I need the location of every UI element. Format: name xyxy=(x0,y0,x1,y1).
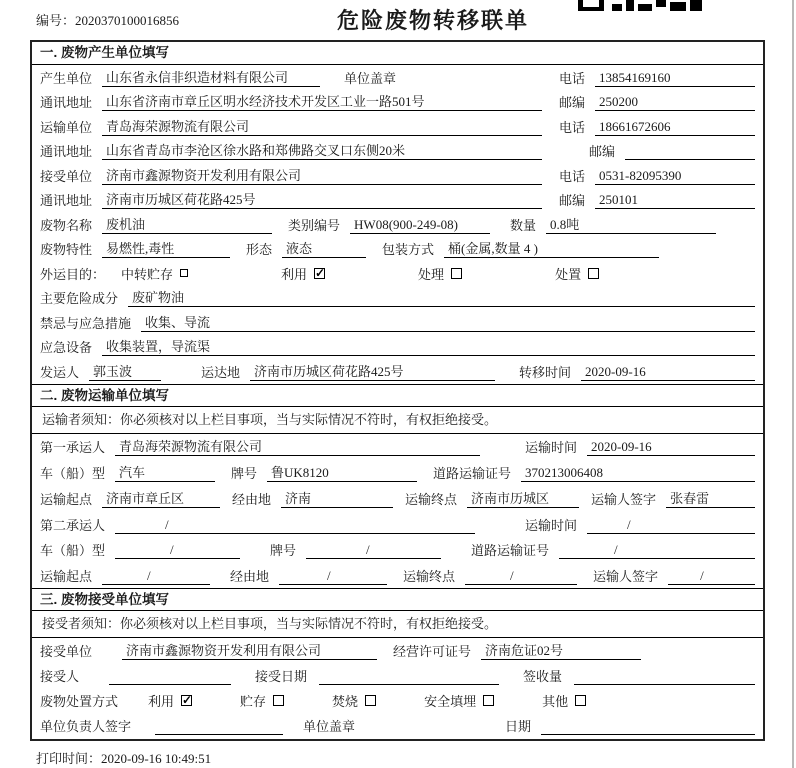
addr1-label: 通讯地址 xyxy=(40,95,93,110)
row-hazard xyxy=(32,286,763,311)
end2-label: 运输终点 xyxy=(403,569,456,585)
time1-value: 2020-09-16 xyxy=(587,438,755,456)
zip3-value: 250101 xyxy=(595,191,755,209)
packing-label: 包装方式 xyxy=(382,242,435,257)
receipt-amount-label: 签收量 xyxy=(523,669,563,685)
page-title: 危险废物转移联单 xyxy=(337,8,530,33)
section2-body xyxy=(32,407,763,589)
phone1-value: 13854169160 xyxy=(595,69,755,87)
section1-body xyxy=(32,65,763,384)
checkbox-option-label: 安全填埋 xyxy=(424,694,477,710)
phone1-label: 电话 xyxy=(558,70,585,86)
form-label: 形态 xyxy=(246,242,273,257)
checkbox-empty-icon xyxy=(451,268,462,279)
emergency-label: 禁忌与应急措施 xyxy=(40,315,132,331)
serial-number: 2020370100016856 xyxy=(75,13,180,28)
addr3-label: 通讯地址 xyxy=(40,193,93,208)
checkbox-option xyxy=(121,264,188,283)
permit-value: 济南危证02号 xyxy=(481,642,641,660)
checkbox-option-label: 处置 xyxy=(555,266,582,282)
end1-value: 济南市历城区 xyxy=(467,490,579,508)
row-carrier2 xyxy=(32,511,763,537)
origin1-value: 济南市章丘区 xyxy=(102,490,220,508)
checkbox-empty-icon xyxy=(180,269,188,277)
row-carrier1 xyxy=(32,434,763,460)
checkbox-option xyxy=(281,264,325,283)
row-producer-address xyxy=(32,90,763,115)
responsible-sign-label: 单位负责人签字 xyxy=(40,719,132,735)
checkbox-option xyxy=(240,691,284,710)
time1-label: 运输时间 xyxy=(524,440,577,456)
hazard-label: 主要危险成分 xyxy=(40,291,119,306)
checkbox-option xyxy=(418,264,462,283)
section1-heading: 一. 废物产生单位填写 xyxy=(32,42,763,65)
vehicle2-value: / xyxy=(115,541,240,559)
print-time-label: 打印时间： xyxy=(36,751,102,766)
shipper-label: 发运人 xyxy=(40,364,80,380)
carrier1-value: 青岛海荣源物流有限公司 xyxy=(115,438,480,456)
license2-label: 道路运输证号 xyxy=(471,543,550,559)
checkbox-option xyxy=(555,264,599,283)
receiver-label: 接受单位 xyxy=(40,168,93,184)
manifest-form xyxy=(30,40,765,741)
disposal-options xyxy=(148,691,634,710)
phone2-label: 电话 xyxy=(558,119,585,135)
row-responsible-sign xyxy=(32,713,763,738)
row-producer xyxy=(32,65,763,90)
phone3-value: 0531-82095390 xyxy=(595,167,755,185)
checkbox-option-label: 利用 xyxy=(281,266,308,282)
plate2-value: / xyxy=(306,541,441,559)
section3-heading: 三. 废物接受单位填写 xyxy=(32,588,763,611)
checkbox-option-label: 焚烧 xyxy=(332,694,359,710)
checkbox-option-label: 利用 xyxy=(148,694,175,710)
qr-code-fragment xyxy=(578,0,706,11)
row-route2 xyxy=(32,562,763,588)
checkbox-option-label: 处理 xyxy=(418,266,445,282)
addr2-value: 山东省青岛市李沧区徐水路和郑佛路交叉口东侧20米 xyxy=(102,142,542,160)
shipper-value: 郭玉波 xyxy=(89,363,161,381)
checkbox-option xyxy=(148,691,192,710)
end1-label: 运输终点 xyxy=(405,491,458,507)
checkbox-empty-icon xyxy=(575,695,586,706)
zip2-value xyxy=(625,143,755,160)
row-receiver-address xyxy=(32,188,763,213)
row-waste-name xyxy=(32,212,763,237)
carrier2-value: / xyxy=(115,516,475,534)
row-transporter-address xyxy=(32,139,763,164)
vehicle2-label: 车（船）型 xyxy=(40,543,106,559)
zip1-value: 250200 xyxy=(595,93,755,111)
via2-label: 经由地 xyxy=(230,569,270,585)
page-edge-shadow xyxy=(792,0,794,768)
purpose-options xyxy=(121,264,692,283)
print-time-line xyxy=(36,748,211,767)
license1-value: 370213006408 xyxy=(521,464,755,482)
phone2-value: 18661672606 xyxy=(595,118,755,136)
checkbox-checked-icon xyxy=(181,695,192,706)
transfer-time-label: 转移时间 xyxy=(519,364,572,380)
checkbox-checked-icon xyxy=(314,268,325,279)
row-shipper xyxy=(32,359,763,384)
print-time-value: 2020-09-16 10:49:51 xyxy=(101,751,212,766)
sign1-label: 运输人签字 xyxy=(591,491,657,507)
waste-name-value: 废机油 xyxy=(102,216,272,234)
via1-label: 经由地 xyxy=(232,491,272,507)
qty-value: 0.8吨 xyxy=(546,216,716,234)
via2-value: / xyxy=(279,567,387,585)
license1-label: 道路运输证号 xyxy=(433,466,512,482)
waste-name-label: 废物名称 xyxy=(40,217,93,233)
row-receiver xyxy=(32,163,763,188)
equipment-value: 收集装置，导流渠 xyxy=(102,338,755,356)
end2-value: / xyxy=(465,567,577,585)
row-vehicle1 xyxy=(32,459,763,485)
producer-value: 山东省永信非织造材料有限公司 xyxy=(102,69,320,87)
row-transporter xyxy=(32,114,763,139)
section3-body xyxy=(32,611,763,738)
transporter-notice: 运输者须知：你必须核对以上栏目事项，当与实际情况不符时，有权拒绝接受。 xyxy=(32,407,763,434)
row-waste-character xyxy=(32,237,763,262)
sign1-value: 张春雷 xyxy=(666,490,755,508)
receiver-notice: 接受者须知：你必须核对以上栏目事项，当与实际情况不符时，有权拒绝接受。 xyxy=(32,611,763,638)
checkbox-option xyxy=(542,691,586,710)
time2-label: 运输时间 xyxy=(524,517,577,533)
row-receive-person xyxy=(32,663,763,688)
receive-person-value xyxy=(109,668,231,685)
date2-value xyxy=(541,718,755,735)
row-emergency xyxy=(32,310,763,335)
receive-person-label: 接受人 xyxy=(40,669,80,685)
serial-line xyxy=(36,10,179,29)
dest-value: 济南市历城区荷花路425号 xyxy=(250,363,495,381)
dest-label: 运达地 xyxy=(201,364,241,380)
unit-seal2-label: 单位盖章 xyxy=(303,719,356,735)
checkbox-option-label: 中转贮存 xyxy=(121,266,174,282)
sign2-value: / xyxy=(668,567,755,585)
carrier1-label: 第一承运人 xyxy=(40,440,106,456)
producer-label: 产生单位 xyxy=(40,70,93,86)
disposal-label: 废物处置方式 xyxy=(40,694,119,710)
row-route1 xyxy=(32,485,763,511)
plate1-value: 鲁UK8120 xyxy=(267,464,417,482)
date2-label: 日期 xyxy=(505,719,532,735)
zip3-label: 邮编 xyxy=(558,193,585,208)
receive-date-value xyxy=(319,668,499,685)
addr3-value: 济南市历城区荷花路425号 xyxy=(102,191,542,209)
checkbox-option xyxy=(332,691,376,710)
transporter-value: 青岛海荣源物流有限公司 xyxy=(102,118,542,136)
carrier2-label: 第二承运人 xyxy=(40,517,106,533)
row-equipment xyxy=(32,335,763,360)
receipt-amount-value xyxy=(574,668,755,685)
category-label: 类别编号 xyxy=(288,217,341,233)
hazard-value: 废矿物油 xyxy=(128,289,755,307)
receiver-value: 济南市鑫源物资开发利用有限公司 xyxy=(102,167,542,185)
addr1-value: 山东省济南市章丘区明水经济技术开发区工业一路501号 xyxy=(102,93,542,111)
vehicle1-label: 车（船）型 xyxy=(40,466,106,482)
zip1-label: 邮编 xyxy=(558,95,585,110)
vehicle1-value: 汽车 xyxy=(115,464,215,482)
transfer-time-value: 2020-09-16 xyxy=(581,363,755,381)
checkbox-option-label: 贮存 xyxy=(240,694,267,710)
checkbox-option xyxy=(424,691,494,710)
receive-date-label: 接受日期 xyxy=(255,669,308,685)
permit-label: 经营许可证号 xyxy=(393,644,472,660)
unit-seal-label: 单位盖章 xyxy=(344,70,397,86)
serial-label: 编号： xyxy=(36,13,76,28)
phone3-label: 电话 xyxy=(558,168,585,184)
checkbox-option-label: 其他 xyxy=(542,694,569,710)
row-receive-unit xyxy=(32,638,763,663)
plate1-label: 牌号 xyxy=(231,466,258,482)
row-vehicle2 xyxy=(32,537,763,563)
origin2-value: / xyxy=(102,567,210,585)
qty-label: 数量 xyxy=(510,217,537,233)
category-value: HW08(900-249-08) xyxy=(350,216,490,234)
license2-value: / xyxy=(559,541,755,559)
addr2-label: 通讯地址 xyxy=(40,144,93,159)
checkbox-empty-icon xyxy=(365,695,376,706)
transporter-label: 运输单位 xyxy=(40,119,93,135)
plate2-label: 牌号 xyxy=(270,543,297,559)
character-value: 易燃性,毒性 xyxy=(102,240,230,258)
receive-unit-value: 济南市鑫源物资开发利用有限公司 xyxy=(122,642,377,660)
zip2-label: 邮编 xyxy=(588,144,615,159)
row-purpose xyxy=(32,261,763,286)
form-value: 液态 xyxy=(282,240,366,258)
receive-unit-label: 接受单位 xyxy=(40,644,93,660)
origin1-label: 运输起点 xyxy=(40,491,93,507)
equipment-label: 应急设备 xyxy=(40,340,93,355)
section2-heading: 二. 废物运输单位填写 xyxy=(32,384,763,407)
checkbox-empty-icon xyxy=(273,695,284,706)
via1-value: 济南 xyxy=(281,490,393,508)
row-disposal xyxy=(32,688,763,713)
packing-value: 桶(金属,数量 4 ) xyxy=(444,240,659,258)
emergency-value: 收集、导流 xyxy=(141,314,755,332)
checkbox-empty-icon xyxy=(483,695,494,706)
origin2-label: 运输起点 xyxy=(40,569,93,585)
time2-value: / xyxy=(587,516,755,534)
purpose-label: 外运目的： xyxy=(40,266,106,282)
sign2-label: 运输人签字 xyxy=(593,569,659,585)
checkbox-empty-icon xyxy=(588,268,599,279)
responsible-sign-value xyxy=(155,718,283,735)
character-label: 废物特性 xyxy=(40,242,93,257)
